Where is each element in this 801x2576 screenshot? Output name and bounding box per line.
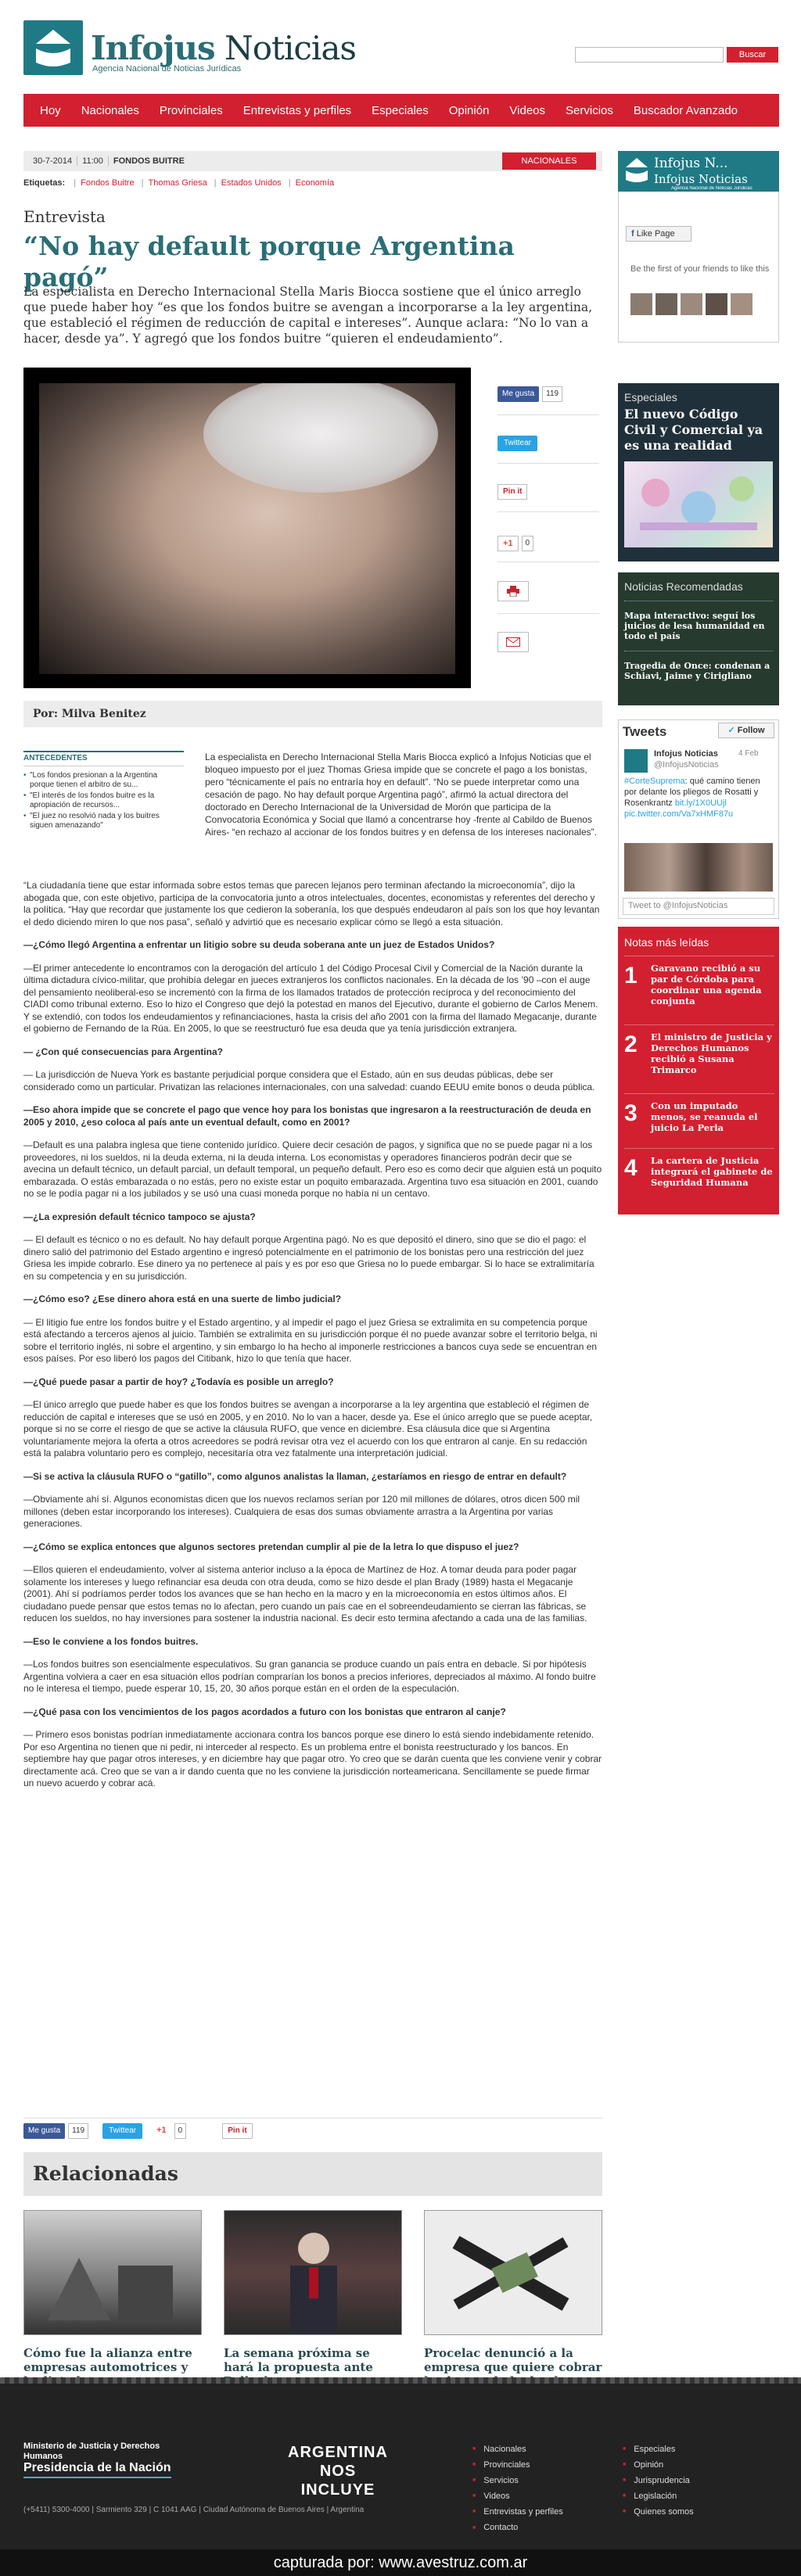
print-group bbox=[497, 583, 529, 600]
mas-leidas-item[interactable] bbox=[624, 1148, 774, 1211]
footer-col-2 bbox=[623, 2441, 694, 2520]
related-card[interactable] bbox=[224, 2210, 402, 2388]
footer-link[interactable]: ■ Provinciales bbox=[472, 2457, 563, 2473]
twitter-name[interactable]: Infojus Noticias bbox=[654, 749, 718, 759]
mas-leidas-number: 1 bbox=[624, 963, 638, 988]
footer-link[interactable]: ■ Nacionales bbox=[472, 2441, 563, 2457]
nav-item-servicios[interactable]: Servicios bbox=[566, 103, 613, 117]
related-image[interactable] bbox=[23, 2210, 202, 2335]
interview-answer: —El primer antecedente lo encontramos con la derogación del artículo 1 del Código Procesal Civil y Comercial de la Nación durante la última dictadura cívico-militar, que prohibía delegar en jueces extranjeros los conflictos nacionales. En la década de los ’90 –con el auge del pensamiento neoliberal-eso se incrementó con la firma de los llamados tratados de protección recíproca y del reconocimiento del CIADI como tribunal externo. Eso lo hizo el Congreso que dejó la potestad en manos del Ejecutivo, durante el gobierno de Carlos Menem. Y se extendió, con todos los endeudamientos y refinanciaciones, hasta la crisis del año 2001 con la firma del llamado Megacanje, durante el gobierno de Fernando de la Rúa. En 2005, lo que se reestructuró fue esa deuda que ya tenía jurisdicción extranjera. bbox=[23, 962, 598, 1034]
article-time: 11:00 bbox=[77, 156, 109, 166]
mas-leidas-number: 4 bbox=[624, 1155, 638, 1181]
facebook-page-logo-icon bbox=[623, 156, 651, 183]
tweet-link[interactable]: bit.ly/1X0UUjl bbox=[674, 798, 727, 808]
especiales-image[interactable] bbox=[624, 461, 773, 547]
interview-question: — ¿Con qué consecuencias para Argentina? bbox=[23, 1046, 223, 1057]
search-button[interactable]: Buscar bbox=[727, 47, 778, 63]
mas-leidas-title[interactable]: El ministro de Justicia y Derechos Humanos recibió a Susana Trimarco bbox=[651, 1031, 772, 1075]
nav-item-hoy[interactable]: Hoy bbox=[40, 103, 61, 117]
gplus-count: 0 bbox=[522, 536, 534, 551]
search-input[interactable] bbox=[575, 47, 724, 63]
nav-item-especiales[interactable]: Especiales bbox=[372, 103, 429, 117]
footer-link[interactable]: ■ Legislación bbox=[623, 2488, 694, 2504]
facebook-page-name[interactable]: Infojus N... bbox=[654, 156, 728, 171]
video-frame bbox=[39, 383, 455, 674]
fb-like-count-bottom: 119 bbox=[68, 2123, 88, 2139]
mas-leidas-head: Notas más leídas bbox=[624, 936, 709, 949]
bottom-share-bar bbox=[23, 2118, 602, 2138]
logo-main: Infojus bbox=[91, 29, 215, 67]
footer-col-1 bbox=[472, 2441, 563, 2536]
tweet-date[interactable]: 4 Feb bbox=[738, 749, 759, 758]
footer-presidencia[interactable]: Presidencia de la Nación bbox=[23, 2461, 171, 2478]
related-card[interactable] bbox=[424, 2210, 602, 2388]
twitter-handle[interactable]: @InfojusNoticias bbox=[654, 760, 719, 770]
interview-answer: —Default es una palabra inglesa que tiene contenido jurídico. Quiere decir cesación de pagos, y significa que no se puede pagar ni a los proveedores, ni los sueldos, ni la deuda externa, ni la deuda interna. Los economistas y operadores financieros podrán decir que se avecina un default técnico, un default parcial, un default temporal, un pequeño default. Pero eso es como decir que alguien está un poquito embarazada. O estás embarazada o no estás, pero no existe estar un poquito embarazada. Argentina tuvo esa situación en 2001, cuando no se le podía pagar ni a los jubilados y se usó una cuasi moneda porque no había ni un centavo. bbox=[23, 1139, 602, 1199]
article-section: Entrevista bbox=[23, 207, 106, 226]
twitter-follow-button[interactable] bbox=[718, 723, 774, 738]
footer-nos-incluye: NOS INCLUYE bbox=[300, 2463, 375, 2499]
section-tag[interactable]: NACIONALES bbox=[502, 152, 596, 170]
antecedente-link[interactable]: • "El juez no resolvió nada y los buitres siguen amenazando" bbox=[23, 812, 184, 831]
email-group bbox=[497, 633, 529, 651]
pin-group bbox=[497, 483, 527, 500]
footer-link[interactable]: ■ Especiales bbox=[623, 2441, 694, 2457]
main-nav bbox=[23, 94, 779, 127]
interview-question: —¿Cómo eso? ¿Ese dinero ahora está en una suerte de limbo judicial? bbox=[23, 1293, 342, 1304]
interview-question: —¿Cómo se explica entonces que algunos sectores pretendan cumplir al pie de la letra lo que dispuso el juez? bbox=[23, 1541, 519, 1552]
email-icon[interactable] bbox=[497, 632, 529, 652]
related-title[interactable]: Procelac denunció a la empresa que quiere cobrar bbox=[424, 2346, 602, 2374]
interview-answer: —Ellos quieren el endeudamiento, volver al sistema anterior incluso a la época de Martínez de Hoz. A tomar deuda para poder pagar solamente los intereses y luego refinanciar esa deuda con otra deuda, como se hizo desde el plan Brady (1989) hasta el Megacanje (2001). Ahí sí podríamos perder todos los avances que se han hecho en la macro y en la microeconomía en estos últimos años. El ciudadano puede pensar que estos temas no lo afectan, pero cuando un país cae en el sobreendeudamiento se cierran las fábricas, se reducen los sueldos, no hay inversiones para sostener la industria nacional. Es decir esto termina afectando a cada una de las familias. bbox=[23, 1564, 587, 1623]
tag-link[interactable]: Fondos Buitre bbox=[81, 178, 135, 188]
fb-like-group bbox=[497, 386, 562, 403]
mas-leidas-item[interactable] bbox=[624, 956, 774, 1024]
especiales-title[interactable]: El nuevo Código Civil y Comercial ya es una realidad bbox=[624, 407, 763, 453]
author-bar: Por: Milva Benitez bbox=[23, 701, 602, 727]
mas-leidas-title[interactable]: La cartera de Justicia integrará el gabinete de Seguridad Humana bbox=[651, 1155, 773, 1188]
article-intro: La especialista en Derecho Internacional Stella Maris Biocca explicó a Infojus Noticias que el bloqueo impuesto por el juez Thomas Griesa impide que se concrete el pago a los bonistas, pero “técnicamente el país no entraría hoy en default”. “No se puede interpretar como una cesación de pago. No hay default porque Argentina pagó”, afirmó la actual directora del doctorado en Derecho Internacional de la Universidad de Morón que participa de la Convocatoria Económica y Social que llamó a concentrarse hoy -frente al Cabildo de Buenos Aires- “en rechazo al accionar de los fondos buitres y en defensa de los intereses nacionales”. bbox=[205, 752, 597, 838]
tags-label: Etiquetas: bbox=[23, 178, 66, 188]
tweet-group bbox=[497, 435, 537, 452]
mas-leidas-title[interactable]: Con un imputado menos, se reanuda el juicio La Perla bbox=[651, 1100, 758, 1133]
footer-link[interactable]: ■ Opinión bbox=[623, 2457, 694, 2473]
interview-question: —¿Cómo llegó Argentina a enfrentar un litigio sobre su deuda soberana ante un juez de Estados Unidos? bbox=[23, 939, 495, 950]
related-header: Relacionadas bbox=[23, 2152, 602, 2196]
especiales-box[interactable] bbox=[618, 383, 779, 561]
interview-question: —¿Qué puede pasar a partir de hoy? ¿Todavía es posible un arreglo? bbox=[23, 1376, 334, 1387]
twitter-follow-label: Follow bbox=[737, 726, 765, 735]
fb-logo-icon: f bbox=[631, 229, 634, 239]
fb-like-page-label: Like Page bbox=[636, 229, 675, 239]
article-title: “No hay default porque Argentina pagó” bbox=[23, 231, 515, 292]
interview-answer: — El default es técnico o no es default. No hay default porque Argentina pagó. No es que depositó el dinero, sino que se dio el pago: el dinero salió del patrimonio del Estado argentino e ingresó potencialmente en el patrimonio de los bonistas pero una restricción del juez Griesa les impide cobrarlo. Ese dinero ya no pertenece al país y es por eso que Griesa no lo puede embargar. Si lo hace se extralimitaría en su competencia y en su jurisdicción. bbox=[23, 1234, 594, 1282]
interview-answer: “La ciudadanía tiene que estar informada sobre estos temas que parecen lejanos pero terminan afectando la microeconomía”, dijo la abogada que, con este objetivo, participa de la convocatoria junto a otros intelectuales, docentes, economistas y referentes del derecho y la política. “Hay que recordar que justamente los que cedieron la soberanía, los que después endeudaron al país son los que hoy levantan el dedo diciendo miren lo que nos pasa”, señaló y advirtió que es necesario explicar cómo se llegó a esta situación. bbox=[23, 880, 600, 927]
nav-item-provinciales[interactable]: Provinciales bbox=[159, 103, 223, 117]
tags-row: Etiquetas: | Fondos Buitre | Thomas Griesa | Estados Unidos | Economía bbox=[23, 178, 335, 188]
related-title[interactable]: Cómo fue la alianza entre empresas automotrices y bbox=[23, 2346, 192, 2374]
facebook-page-title: Infojus Noticias bbox=[654, 172, 748, 186]
friend-avatar[interactable] bbox=[656, 293, 677, 315]
article-lead: La especialista en Derecho Internacional Stella Maris Biocca sostiene que el único arreglo que puede haber hoy “es que los fondos buitre se avengan a incorporarse a la ley argentina, que estableció el régimen de reducción de capital e intereses”. Aunque aclara: “No lo van a hacer, desde ya”. Y agregó que los fondos buitre “quieren el endeudamiento”. bbox=[23, 285, 593, 346]
mas-leidas-item[interactable] bbox=[624, 1024, 774, 1093]
article-topic: FONDOS BUITRE bbox=[113, 156, 185, 166]
footer-link[interactable]: ■ Entrevistas y perfiles bbox=[472, 2504, 563, 2520]
date-bar bbox=[23, 151, 602, 171]
footer-argentina-logo bbox=[283, 2443, 393, 2499]
recomendada-link[interactable]: Mapa interactivo: seguí los juicios de lesa humanidad en todo el país bbox=[624, 611, 765, 641]
article-date: 30-7-2014 bbox=[28, 156, 77, 166]
tweet-image[interactable] bbox=[624, 843, 773, 892]
tag-link[interactable]: Thomas Griesa bbox=[148, 178, 207, 188]
nav-item-opinion[interactable]: Opinión bbox=[448, 103, 490, 117]
nav-item-buscador[interactable]: Buscador Avanzado bbox=[633, 103, 738, 117]
pin-button[interactable]: Pin it bbox=[497, 484, 527, 500]
twitter-title[interactable]: Tweets bbox=[623, 724, 667, 739]
nav-item-entrevistas[interactable]: Entrevistas y perfiles bbox=[242, 103, 352, 117]
interview-answer: — Primero esos bonistas podrían inmediatamente accionara contra los bancos porque ese dinero lo está siendo indebidamente retenido. Por eso Argentina no tienen que ni pedir, ni interceder al respecto. Es un problema entre el bonista reestructurado y los bancos. En septiembre hay que pagar otros intereses, y en diciembre hay que pagar otro. Yo creo que se darán cuenta que les conviene venir y cobrar directamente acá. Creo que se van a ir dando cuenta que no les conviene la jurisdicción norteamericana. Sencillamente se puede firmar un nuevo acuerdo y cobrar acá. bbox=[23, 1729, 602, 1788]
logo-icon[interactable] bbox=[23, 20, 83, 75]
interview-question: —¿La expresión default técnico tampoco se ajusta? bbox=[23, 1211, 256, 1222]
fb-like-button-bottom[interactable]: Me gusta bbox=[23, 2123, 65, 2139]
interview-answer: —Los fondos buitres son esencialmente especulativos. Su gran ganancia se produce cuando un país entra en debacle. Si por hipótesis Argentina volviera a caer en esa situación ellos podrían comprarían los bonos a precios inferiores, depreciados al máximo. Al fondo buitre no le interesa el tiempo, puede esperar 10, 15, 20, 30 años porque están en el orden de la especulación. bbox=[23, 1659, 596, 1694]
facebook-page-sub: Agencia Nacional de Noticias Jurídicas bbox=[671, 186, 753, 191]
gplus-button[interactable]: +1 bbox=[497, 536, 519, 551]
tweet-hashtag[interactable]: #CorteSuprema bbox=[624, 777, 685, 786]
tweet-body: : qué camino tienen por delante los pliegos de Rosatti y Rosenkrantz bbox=[624, 777, 760, 808]
footer-address: (+5411) 5300-4000 | Sarmiento 329 | C 1041 AAG | Ciudad Autónoma de Buenos Aires | Argentina bbox=[23, 2506, 365, 2514]
mas-leidas-title[interactable]: Garavano recibió a su par de Córdoba para coordinar una agenda conjunta bbox=[651, 963, 762, 1006]
tweet-button-bottom[interactable]: Twittear bbox=[102, 2123, 142, 2139]
interview-answer: — El litigio fue entre los fondos buitre y el Estado argentino, y al impedir el pago el juez Griesa se extralimita en su competencia porque está afectando a terceros ajenos al juicio. También se extralimita en su jurisdicción porque él no puede avanzar sobre el territorio belga, ni sobre el territorio inglés, ni sobre el argentino, y sin embargo lo ha hecho al imponerle restricciones a bancos cuya sede se encuentran en esos países. Por eso liberó los pagos del Citibank, hizo lo que tenía que hacer. bbox=[23, 1316, 598, 1364]
interview-question: —Eso le conviene a los fondos buitres. bbox=[23, 1635, 199, 1647]
fb-like-page-button[interactable] bbox=[626, 226, 691, 242]
logo-subtitle: Agencia Nacional de Noticias Jurídicas bbox=[92, 64, 242, 74]
mas-leidas-number: 3 bbox=[624, 1100, 638, 1126]
antecedentes-title: ANTECEDENTES bbox=[23, 752, 184, 766]
tag-link[interactable]: Economía bbox=[295, 178, 335, 188]
article-body bbox=[23, 880, 602, 1801]
fb-like-count: 119 bbox=[542, 386, 562, 402]
gplus-group bbox=[497, 535, 533, 552]
antecedente-link[interactable]: • "Los fondos presionan a la Argentina porque tienen el arbitro de su... bbox=[23, 771, 184, 790]
friend-avatar[interactable] bbox=[630, 293, 652, 315]
tag-link[interactable]: Estados Unidos bbox=[221, 178, 282, 188]
especiales-head: Especiales bbox=[624, 391, 677, 404]
interview-answer: — La jurisdicción de Nueva York es bastante perjudicial porque considera que el Estado, aún en sus deudas públicas, debe ser considerado como un particular. Privatizan las relaciones internacionales, con una salvedad: cuando EEUU emite bonos o deuda pública. bbox=[23, 1069, 595, 1092]
tweet-to-input[interactable]: Tweet to @InfojusNoticias bbox=[623, 898, 774, 915]
footer-stripe bbox=[0, 2377, 801, 2384]
recomendadas-box bbox=[618, 572, 779, 705]
recomendada-link[interactable]: Tragedia de Once: condenan a Schiavi, Jaime y Cirigliano bbox=[624, 661, 770, 681]
interview-question: —Si se activa la cláusula RUFO o “gatillo”, como algunos analistas la llaman, ¿estaríamos en riesgo de entrar en default? bbox=[23, 1470, 567, 1482]
nav-item-nacionales[interactable]: Nacionales bbox=[81, 103, 139, 117]
footer-ministerio[interactable]: Ministerio de Justicia y Derechos Humanos bbox=[23, 2441, 160, 2461]
related-image[interactable] bbox=[224, 2210, 402, 2335]
antecedentes-box bbox=[23, 751, 184, 832]
mas-leidas-number: 2 bbox=[624, 1031, 638, 1057]
fb-friends-text: Be the first of your friends to like this bbox=[630, 264, 770, 274]
twitter-bird-icon: ✓ bbox=[727, 726, 735, 735]
interview-question: —¿Qué pasa con los vencimientos de los pagos acordados a futuro con los bonistas que entraron al canje? bbox=[23, 1706, 506, 1717]
interview-answer: —El único arreglo que puede haber es que los fondos buitres se avengan a incorporarse a la ley argentina que estableció el régimen de reducción de capital e intereses que se usó en 2005, y en 2010. No lo van a hacer, desde ya. Ese el único arreglo que se puede aceptar, porque si no se corre el riesgo de que se active la cláusula RUFO, que vence en diciembre. Esa cláusula dice que si Argentina voluntariamente mejora la oferta a otros acreedores se podrá revisar otra vez el acuerdo con los que entraron al canje. En su redacción está la palabra voluntario pero es complejo, necesitaría otra vez fatalmente una interpretación judicial. bbox=[23, 1399, 593, 1458]
footer-link[interactable]: ■ Servicios bbox=[472, 2473, 563, 2488]
related-card[interactable] bbox=[23, 2210, 202, 2388]
mas-leidas-item[interactable] bbox=[624, 1093, 774, 1148]
tweet-button[interactable]: Twittear bbox=[497, 436, 537, 451]
print-icon[interactable] bbox=[497, 581, 529, 601]
video-player[interactable] bbox=[23, 368, 471, 688]
capture-credit: capturada por: www.avestruz.com.ar bbox=[0, 2549, 801, 2576]
footer-link[interactable]: ■ Quienes somos bbox=[623, 2504, 694, 2520]
tweet-text bbox=[624, 776, 773, 820]
gplus-count-bottom: 0 bbox=[174, 2123, 187, 2139]
twitter-avatar[interactable] bbox=[624, 749, 648, 773]
friend-avatar[interactable] bbox=[706, 293, 727, 315]
antecedente-link[interactable]: • "El interés de los fondos buitre es la apropiación de recursos... bbox=[23, 791, 184, 810]
footer-argentina: ARGENTINA bbox=[288, 2444, 388, 2461]
gplus-button-bottom[interactable]: +1 bbox=[152, 2123, 171, 2139]
related-title[interactable]: La semana próxima se hará la propuesta ante bbox=[224, 2346, 373, 2374]
tweet-pic-link[interactable]: pic.twitter.com/Va7xHMF87u bbox=[624, 809, 734, 819]
footer-link[interactable]: ■ Videos bbox=[472, 2488, 563, 2504]
interview-answer: —Obviamente ahí sí. Algunos economistas dicen que los nuevos reclamos serían por 120 mil millones de dólares, otros dicen 500 mil millones (deben estar incorporando los intereses). Cualquiera de esas dos sumas obviamente arrastra a la Argentina por varias generaciones. bbox=[23, 1494, 580, 1529]
related-image[interactable] bbox=[424, 2210, 602, 2335]
pin-button-bottom[interactable]: Pin it bbox=[222, 2123, 252, 2139]
logo-text[interactable] bbox=[91, 31, 356, 66]
footer-link[interactable]: ■ Jurisprudencia bbox=[623, 2473, 694, 2488]
nav-item-videos[interactable]: Videos bbox=[509, 103, 546, 117]
friend-avatar[interactable] bbox=[731, 293, 753, 315]
header bbox=[0, 0, 801, 86]
friend-avatar[interactable] bbox=[681, 293, 702, 315]
logo-second: Noticias bbox=[224, 29, 356, 67]
fb-like-button[interactable]: Me gusta bbox=[497, 386, 539, 402]
interview-question: —Eso ahora impide que se concrete el pago que vence hoy para los bonistas que ingresaron a la reestructuración de deuda en 2005 y 2010, ¿eso coloca al país ante un eventual default, como en 2001? bbox=[23, 1104, 591, 1128]
recomendadas-head: Noticias Recomendadas bbox=[624, 580, 743, 593]
footer-link[interactable]: ■ Contacto bbox=[472, 2520, 563, 2535]
